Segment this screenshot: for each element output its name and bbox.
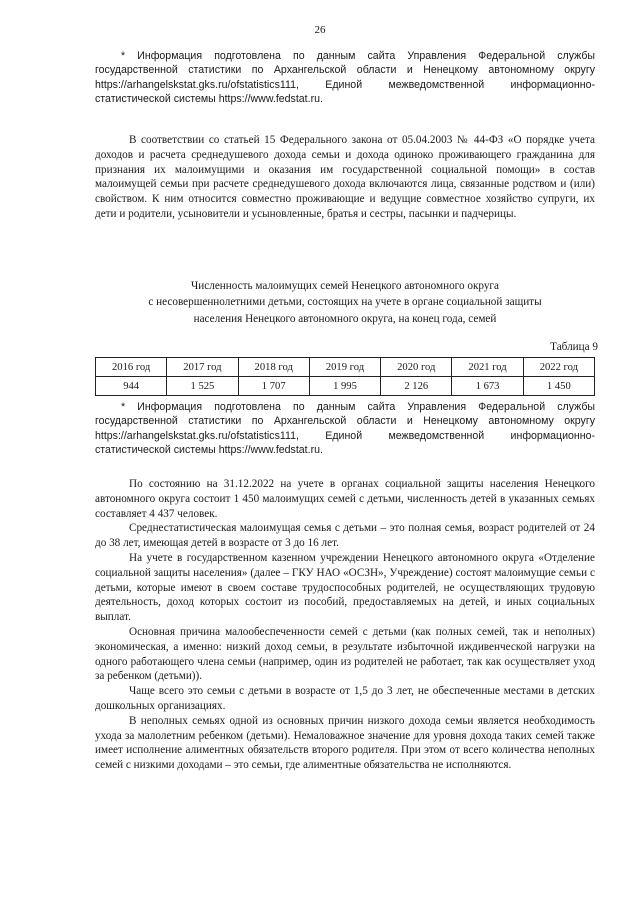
table-header-cell: 2020 год (381, 358, 452, 377)
table-cell: 1 707 (238, 377, 309, 396)
table-header-cell: 2021 год (452, 358, 523, 377)
body-paragraph: По состоянию на 31.12.2022 на учете в органах социальной защиты населения Ненецкого автономного округа состоит 1 450 малоимущих семей с детьми, численность детей в указанных семьях составляет 4 437 человек. (95, 478, 595, 520)
table-cell: 1 673 (452, 377, 523, 396)
table-caption-line: Численность малоимущих семей Ненецкого автономного округа (191, 280, 499, 292)
source-note-top (95, 49, 595, 106)
body-paragraph: В неполных семьях одной из основных причин низкого дохода семьи является необходимость ухода за малолетним ребенком (детьми). Немаловажное значение для уровня дохода таких семей также имеет исполнение алиментных обязательств второго родителя. При этом от всего количества неполных семей с низкими доходами – это семьи, где алиментные обязательства не исполняются. (95, 714, 595, 772)
intro-section (95, 133, 595, 222)
table-cell: 1 995 (309, 377, 380, 396)
body-paragraph: Среднестатистическая малоимущая семья с детьми – это полная семья, возраст родителей от 24 до 38 лет, имеющая детей в возрасте от 3 до 16 лет. (95, 522, 595, 550)
table-header-row (96, 358, 595, 377)
intro-paragraph: В соответствии со статьей 15 Федерального закона от 05.04.2003 № 44-ФЗ «О порядке учета доходов и расчета среднедушевого дохода семьи и дохода одиноко проживающего гражданина для признания их малоимущими и оказания им государственной социальной помощи» в состав малоимущей семьи при расчете среднедушевого дохода включаются лица, связанные родством и (или) свойством. К ним относится совместно проживающие и ведущие совместное хозяйство супруги, их дети и родители, усыновители и усыновленные, братья и сестры, пасынки и падчерицы. (95, 134, 595, 220)
source-note-text: * Информация подготовлена по данным сайта Управления Федеральной службы государственной статистики по Архангельской области и Ненецкому автономному округу https://arhangelskstat.gks.ru/ofstatistics111, Единой межведомственной информационно-статистической системы https://www.fedstat.ru. (95, 401, 595, 456)
table-header-cell: 2017 год (167, 358, 238, 377)
body-paragraph: Основная причина малообеспеченности семей с детьми (как полных семей, так и неполных) экономическая, а именно: низкий доход семьи, в результате избыточной иждивенческой нагрузки на одного работающего члена семьи (например, один из родителей не работает, так как осуществляет уход за ребенком (детьми)). (95, 625, 595, 683)
table-caption (80, 278, 610, 327)
table-header-cell: 2019 год (309, 358, 380, 377)
table-caption-line: населения Ненецкого автономного округа, на конец года, семей (193, 312, 497, 325)
table-header-cell: 2016 год (96, 358, 167, 377)
table-cell: 944 (96, 377, 167, 396)
table-cell: 1 450 (523, 377, 594, 396)
source-note-text: * Информация подготовлена по данным сайта Управления Федеральной службы государственной статистики по Архангельской области и Ненецкому автономному округу https://arhangelskstat.gks.ru/ofstatistics111, Единой межведомственной информационно-статистической системы https://www.fedstat.ru. (95, 50, 595, 105)
table-label: Таблица 9 (550, 341, 598, 353)
body-section (95, 477, 595, 773)
data-table (95, 357, 595, 396)
table-header-cell: 2018 год (238, 358, 309, 377)
source-note-table (95, 400, 595, 457)
table-header-cell: 2022 год (523, 358, 594, 377)
table-cell: 1 525 (167, 377, 238, 396)
table-row (96, 377, 595, 396)
page-number: 26 (314, 24, 326, 36)
body-paragraph: На учете в государственном казенном учреждении Ненецкого автономного округа «Отделение социальной защиты населения» (далее – ГКУ НАО «ОСЗН», Учреждение) состоят малоимущие семьи с детьми, которые имеют в своем составе трудоспособных родителей, не осуществляющих трудовую деятельность, доход которых состоит из пособий, предоставляемых на детей, и иных социальных выплат. (95, 551, 595, 624)
table-caption-line: с несовершеннолетними детьми, состоящих на учете в органе социальной защиты (148, 296, 542, 309)
body-paragraph: Чаще всего это семьи с детьми в возрасте от 1,5 до 3 лет, не обеспеченные местами в детских дошкольных организациях. (95, 685, 595, 712)
table-cell: 2 126 (381, 377, 452, 396)
